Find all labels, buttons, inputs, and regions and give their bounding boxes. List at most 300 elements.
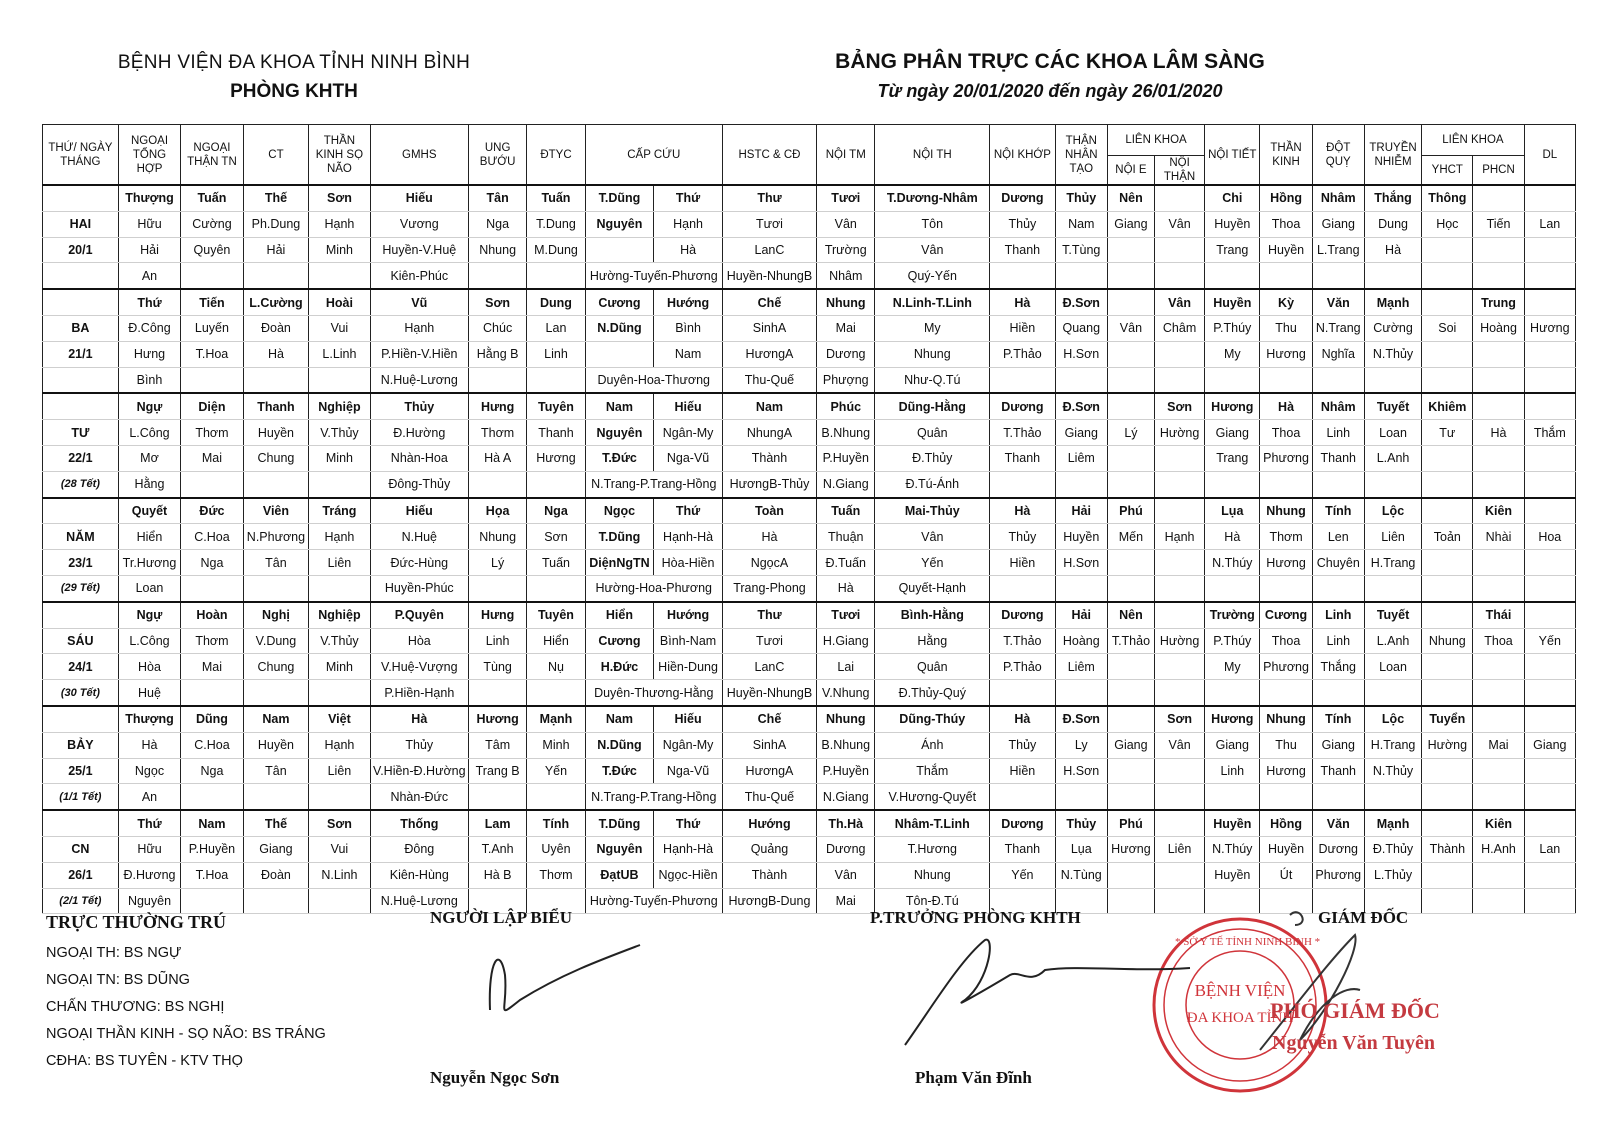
table-cell: Thứ — [654, 185, 723, 211]
table-cell: L.Cường — [243, 289, 309, 315]
table-cell: Giang — [243, 836, 309, 862]
day-cell: 22/1 — [43, 445, 119, 471]
table-cell: Nhâm — [1312, 185, 1364, 211]
resident-line: CĐHA: BS TUYÊN - KTV THỌ — [46, 1053, 243, 1069]
table-cell: Tuyên — [527, 393, 585, 419]
table-cell: Ngân-My — [654, 732, 723, 758]
day-cell: HAI — [43, 211, 119, 237]
table-cell: Nhàn-Đức — [370, 784, 468, 810]
table-cell: Nga-Vũ — [654, 445, 723, 471]
department-name: PHÒNG KHTH — [230, 81, 358, 102]
day-cell: SÁU — [43, 628, 119, 654]
table-cell: N.Huệ-Lương — [370, 888, 468, 914]
resident-line: NGOẠI TH: BS NGỰ — [46, 945, 182, 961]
table-cell: N.Linh — [309, 862, 370, 888]
table-cell: N.Trang — [1312, 315, 1364, 341]
table-cell: Hà — [1473, 420, 1524, 446]
table-cell: HươngB-Thủy — [722, 471, 816, 497]
table-cell: Tráng — [309, 498, 370, 524]
table-cell: Linh — [1312, 420, 1364, 446]
table-cell: Mến — [1107, 524, 1154, 550]
table-cell: Nhung — [468, 524, 526, 550]
table-cell: Kỳ — [1260, 289, 1312, 315]
table-cell: Thanh — [990, 836, 1056, 862]
table-cell: Hồng — [1260, 810, 1312, 836]
table-cell: Thành — [722, 445, 816, 471]
table-cell: Hà — [1260, 393, 1312, 419]
table-cell: LanC — [722, 237, 816, 263]
table-cell: Luyến — [181, 315, 243, 341]
table-cell: Thủy — [990, 732, 1056, 758]
table-cell: Lộc — [1364, 498, 1421, 524]
header-dtyc: ĐTYC — [527, 125, 585, 186]
table-cell: Hương — [468, 706, 526, 732]
table-cell: Hiển — [118, 524, 180, 550]
table-cell: Vân — [1154, 211, 1204, 237]
table-cell: Mai — [817, 888, 875, 914]
table-cell: Hương — [1107, 836, 1154, 862]
header-dl: DL — [1524, 125, 1575, 186]
table-cell: Quang — [1055, 315, 1107, 341]
table-cell: HươngA — [722, 758, 816, 784]
table-cell: Thứ — [654, 810, 723, 836]
table-cell: Trường — [1205, 602, 1260, 628]
table-cell: Thanh — [243, 393, 309, 419]
table-cell: Len — [1312, 524, 1364, 550]
table-cell: Thủy — [370, 732, 468, 758]
header-lien-khoa-1: LIÊN KHOA — [1107, 125, 1204, 156]
table-cell: Thu — [1260, 315, 1312, 341]
table-cell: Khiêm — [1422, 393, 1473, 419]
table-cell: Vân — [817, 211, 875, 237]
table-cell: Hướng — [722, 810, 816, 836]
document-title: BẢNG PHÂN TRỰC CÁC KHOA LÂM SÀNG — [835, 50, 1265, 73]
table-cell: T.Anh — [468, 836, 526, 862]
table-cell: Hải — [118, 237, 180, 263]
table-cell: V.Hương-Quyết — [875, 784, 990, 810]
day-cell: (28 Tết) — [43, 471, 119, 497]
table-cell: Mai-Thủy — [875, 498, 990, 524]
table-cell: Thái — [1473, 602, 1524, 628]
table-cell: Thanh — [527, 420, 585, 446]
table-cell: Yến — [990, 862, 1056, 888]
table-cell: Nhung — [1260, 706, 1312, 732]
table-cell: Hạnh-Hà — [654, 836, 723, 862]
table-cell: Hà — [722, 524, 816, 550]
table-cell: Hiền-Dung — [654, 654, 723, 680]
table-cell: L.Anh — [1364, 445, 1421, 471]
table-cell: Hương — [1205, 393, 1260, 419]
table-cell: Hà — [118, 732, 180, 758]
table-cell: Giang — [1312, 732, 1364, 758]
header-noi-th: NỘI TH — [875, 125, 990, 186]
table-cell: V.Huệ-Vượng — [370, 654, 468, 680]
table-cell: Liêm — [1055, 654, 1107, 680]
table-cell: Kiên-Hùng — [370, 862, 468, 888]
preparer-name: Nguyễn Ngọc Sơn — [430, 1068, 560, 1087]
table-cell: Thanh — [1312, 445, 1364, 471]
table-cell: Hà A — [468, 445, 526, 471]
table-cell: Thành — [1422, 836, 1473, 862]
table-cell: Tân — [243, 550, 309, 576]
table-cell: Hướng — [654, 602, 723, 628]
table-cell: Hằng — [875, 628, 990, 654]
table-cell: Thanh — [990, 445, 1056, 471]
table-cell: ĐạtUB — [585, 862, 654, 888]
table-cell: H.Đức — [585, 654, 654, 680]
hospital-name: BỆNH VIỆN ĐA KHOA TỈNH NINH BÌNH — [117, 52, 471, 73]
table-cell: Duyên-Hoa-Thương — [585, 367, 722, 393]
table-cell: Dung — [527, 289, 585, 315]
header-yhct: YHCT — [1422, 156, 1473, 186]
table-cell: Hiền — [990, 550, 1056, 576]
table-cell: Lan — [527, 315, 585, 341]
header-truyen-nhiem: TRUYỀN NHIỄM — [1364, 125, 1421, 186]
table-cell: Cường — [181, 211, 243, 237]
table-cell: Nhâm — [1312, 393, 1364, 419]
table-cell: DiệnNgTN — [585, 550, 654, 576]
table-cell: P.Quyên — [370, 602, 468, 628]
table-cell: Giang — [1312, 211, 1364, 237]
table-cell: LanC — [722, 654, 816, 680]
table-cell: Tuyên — [527, 602, 585, 628]
table-cell: Tuấn — [817, 498, 875, 524]
day-cell: BẢY — [43, 732, 119, 758]
day-cell: TƯ — [43, 420, 119, 446]
resident-line: CHẤN THƯƠNG: BS NGHỊ — [46, 999, 225, 1015]
table-cell: Bình — [118, 367, 180, 393]
table-cell: Thư — [722, 602, 816, 628]
table-cell: Thắng — [1312, 654, 1364, 680]
table-cell: Hạnh — [309, 211, 370, 237]
table-cell: Hường — [1154, 420, 1204, 446]
table-cell: Hiển — [585, 602, 654, 628]
table-cell: Dũng — [181, 706, 243, 732]
table-cell: Hồng — [1260, 185, 1312, 211]
table-cell: NhungA — [722, 420, 816, 446]
table-cell: Như-Q.Tú — [875, 367, 990, 393]
table-cell: T.Đức — [585, 445, 654, 471]
table-cell: Thống — [370, 810, 468, 836]
table-cell: N.Thúy — [1205, 836, 1260, 862]
day-cell: 24/1 — [43, 654, 119, 680]
table-cell: Loan — [118, 575, 180, 601]
table-cell: My — [1205, 341, 1260, 367]
table-cell: Hà — [243, 341, 309, 367]
table-cell: Bình-Hằng — [875, 602, 990, 628]
header-noi-e: NỘI E — [1107, 156, 1154, 186]
table-cell: Linh — [468, 628, 526, 654]
table-cell: Nam — [722, 393, 816, 419]
table-cell: Thắm — [1524, 420, 1575, 446]
table-cell: Đoàn — [243, 315, 309, 341]
svg-text:ĐA KHOA TỈNH: ĐA KHOA TỈNH — [1186, 1010, 1294, 1026]
table-cell: Sơn — [1154, 706, 1204, 732]
table-cell: Phương — [1312, 862, 1364, 888]
table-cell: N.Dũng — [585, 732, 654, 758]
table-cell: Tuyết — [1364, 602, 1421, 628]
table-cell: Lai — [817, 654, 875, 680]
table-cell: Lụa — [1055, 836, 1107, 862]
table-cell: Đ.Sơn — [1055, 706, 1107, 732]
table-cell: Mơ — [118, 445, 180, 471]
table-cell: Hường-Tuyến-Phương — [585, 263, 722, 289]
table-cell: Nhung — [817, 289, 875, 315]
deputy-director-block — [1270, 998, 1440, 1055]
table-cell: Hạnh — [1154, 524, 1204, 550]
table-cell: Đông-Thủy — [370, 471, 468, 497]
table-cell: Nghiệp — [309, 393, 370, 419]
table-cell: Toàn — [722, 498, 816, 524]
table-cell: V.Hiền-Đ.Hường — [370, 758, 468, 784]
table-cell: Giang — [1524, 732, 1575, 758]
day-cell: 25/1 — [43, 758, 119, 784]
table-cell: Ngân-My — [654, 420, 723, 446]
table-cell: T.Hoa — [181, 341, 243, 367]
header-phcn: PHCN — [1473, 156, 1524, 186]
table-cell: H.Trang — [1364, 550, 1421, 576]
table-cell: Yến — [1524, 628, 1575, 654]
table-cell: Nguyên — [585, 836, 654, 862]
table-cell: Lý — [1107, 420, 1154, 446]
table-cell: Họa — [468, 498, 526, 524]
table-cell: Tr.Hương — [118, 550, 180, 576]
table-cell: Tuấn — [527, 550, 585, 576]
table-cell: Vũ — [370, 289, 468, 315]
table-cell: Vân — [1107, 315, 1154, 341]
table-cell: N.Tùng — [1055, 862, 1107, 888]
table-cell: Ngọc — [585, 498, 654, 524]
table-cell: Cương — [585, 628, 654, 654]
table-cell: Hà — [990, 289, 1056, 315]
table-cell: Nam — [654, 341, 723, 367]
table-cell: Cường — [1364, 315, 1421, 341]
vice-head-signature — [905, 940, 1190, 1045]
table-cell: Hữu — [118, 836, 180, 862]
table-cell: Thơm — [181, 420, 243, 446]
table-cell: N.Trang-P.Trang-Hồng — [585, 784, 722, 810]
table-cell: Đ.Sơn — [1055, 393, 1107, 419]
table-cell: Mai — [817, 315, 875, 341]
table-cell: Thắm — [875, 758, 990, 784]
table-cell: Hường — [1422, 732, 1473, 758]
table-cell: Ngọc — [118, 758, 180, 784]
table-cell: Nhung — [817, 706, 875, 732]
table-cell: Trang — [1205, 445, 1260, 471]
table-cell: Thơm — [181, 628, 243, 654]
table-cell: HươngB-Dung — [722, 888, 816, 914]
table-cell: Mai — [1473, 732, 1524, 758]
table-cell: Thành — [722, 862, 816, 888]
table-cell: Vui — [309, 315, 370, 341]
table-cell: Ngự — [118, 393, 180, 419]
table-cell: Chung — [243, 445, 309, 471]
table-cell: Bình — [654, 315, 723, 341]
table-cell: Hiền — [990, 758, 1056, 784]
table-cell: Hưng — [468, 602, 526, 628]
table-cell: T.Dũng — [585, 185, 654, 211]
table-cell: Nhung — [1422, 628, 1473, 654]
table-cell: Đ.Tuấn — [817, 550, 875, 576]
table-cell: Huyền-NhungB — [722, 680, 816, 706]
table-cell: Trang B — [468, 758, 526, 784]
table-cell: N.Trang-P.Trang-Hồng — [585, 471, 722, 497]
table-cell: Hiếu — [654, 393, 723, 419]
table-cell: Giang — [1055, 420, 1107, 446]
table-cell: Đ.Thủy — [1364, 836, 1421, 862]
table-cell: Nga — [468, 211, 526, 237]
table-cell: Nhàn-Hoa — [370, 445, 468, 471]
table-cell: Viên — [243, 498, 309, 524]
table-cell: Hoa — [1524, 524, 1575, 550]
table-cell: N.Linh-T.Linh — [875, 289, 990, 315]
table-cell: H.Sơn — [1055, 550, 1107, 576]
table-cell: An — [118, 263, 180, 289]
table-cell: Hưng — [468, 393, 526, 419]
table-cell: N.Giang — [817, 784, 875, 810]
table-cell: Soi — [1422, 315, 1473, 341]
header-cap-cuu: CẤP CỨU — [585, 125, 722, 186]
table-cell: Thanh — [990, 237, 1056, 263]
deputy-name: Nguyễn Văn Tuyên — [1272, 1032, 1436, 1054]
table-cell: Nụ — [527, 654, 585, 680]
table-cell: Hương — [1524, 315, 1575, 341]
table-cell: Nga — [527, 498, 585, 524]
table-cell: Vương — [370, 211, 468, 237]
table-cell: Thu-Quế — [722, 367, 816, 393]
table-cell: Lý — [468, 550, 526, 576]
table-cell: Trường — [817, 237, 875, 263]
table-cell: Huyền-NhungB — [722, 263, 816, 289]
table-cell: Dương — [990, 185, 1056, 211]
table-cell: Vân — [875, 237, 990, 263]
table-cell: Nhung — [875, 341, 990, 367]
table-cell: Học — [1422, 211, 1473, 237]
table-cell: Hoàng — [1055, 628, 1107, 654]
vice-head-name: Phạm Văn Đĩnh — [915, 1068, 1032, 1087]
table-cell: T.Hoa — [181, 862, 243, 888]
table-cell: Dương — [817, 836, 875, 862]
table-cell: Hiền — [990, 315, 1056, 341]
table-cell: Hà — [1205, 524, 1260, 550]
table-cell: Thứ — [118, 810, 180, 836]
table-cell: Thủy — [370, 393, 468, 419]
table-cell: P.Thúy — [1205, 315, 1260, 341]
table-cell: Thoa — [1260, 420, 1312, 446]
table-cell: Trung — [1473, 289, 1524, 315]
table-cell: Văn — [1312, 810, 1364, 836]
table-cell: Ngọc-Hiền — [654, 862, 723, 888]
table-cell: Hướng — [654, 289, 723, 315]
table-cell: Nam — [585, 706, 654, 732]
table-cell: Huyền — [1205, 862, 1260, 888]
table-cell: Tùng — [468, 654, 526, 680]
table-cell: Thượng — [118, 706, 180, 732]
table-cell: Sơn — [309, 185, 370, 211]
table-cell: Nga-Vũ — [654, 758, 723, 784]
header-ct: CT — [243, 125, 309, 186]
table-cell: Huyền — [243, 420, 309, 446]
table-cell: Đ.Công — [118, 315, 180, 341]
table-cell: Thơm — [468, 420, 526, 446]
table-cell: Trang — [1205, 237, 1260, 263]
table-cell: T.Tùng — [1055, 237, 1107, 263]
table-cell: SinhA — [722, 315, 816, 341]
table-cell: Dũng-Hằng — [875, 393, 990, 419]
table-cell: Toản — [1422, 524, 1473, 550]
table-cell: Đức-Hùng — [370, 550, 468, 576]
table-cell: N.Thủy — [1364, 341, 1421, 367]
header-gmhs: GMHS — [370, 125, 468, 186]
table-cell: Minh — [527, 732, 585, 758]
table-cell: Thượng — [118, 185, 180, 211]
table-cell: Hằng B — [468, 341, 526, 367]
table-cell: Hương — [1260, 758, 1312, 784]
table-cell: Thắng — [1364, 185, 1421, 211]
table-cell: Thoa — [1473, 628, 1524, 654]
table-cell: Tôn-Đ.Tú — [875, 888, 990, 914]
table-cell: Tính — [1312, 706, 1364, 732]
table-cell: Hiếu — [654, 706, 723, 732]
table-cell: Phú — [1107, 498, 1154, 524]
table-cell: Nhung — [1260, 498, 1312, 524]
table-cell: T.Hương — [875, 836, 990, 862]
header-noi-tm: NỘI TM — [817, 125, 875, 186]
table-cell: My — [1205, 654, 1260, 680]
table-cell: Liên — [309, 550, 370, 576]
table-cell: Chuyên — [1312, 550, 1364, 576]
table-cell: Hoàn — [181, 602, 243, 628]
table-cell: Nên — [1107, 185, 1154, 211]
table-cell: Quyên — [181, 237, 243, 263]
table-cell: Thơm — [1260, 524, 1312, 550]
table-cell: V.Dung — [243, 628, 309, 654]
table-cell: Mạnh — [527, 706, 585, 732]
table-cell: Duyên-Thương-Hằng — [585, 680, 722, 706]
table-cell: Nhung — [875, 862, 990, 888]
table-cell: L.Thủy — [1364, 862, 1421, 888]
table-cell: Tiến — [181, 289, 243, 315]
table-cell: Huyền — [243, 732, 309, 758]
table-cell: Hòa — [370, 628, 468, 654]
table-cell: Hương — [1260, 341, 1312, 367]
table-cell: L.Công — [118, 628, 180, 654]
table-cell: Tính — [527, 810, 585, 836]
table-cell: Nguyên — [585, 420, 654, 446]
preparer-signature — [490, 945, 640, 1010]
table-cell: Hữu — [118, 211, 180, 237]
table-cell: Loan — [1364, 654, 1421, 680]
table-cell: Phượng — [817, 367, 875, 393]
table-cell: Hạnh — [309, 732, 370, 758]
table-cell: Linh — [1312, 602, 1364, 628]
table-cell: Giang — [1205, 732, 1260, 758]
table-cell: Thư — [722, 185, 816, 211]
table-cell: Hường-Hoa-Phương — [585, 575, 722, 601]
table-cell: Hải — [1055, 602, 1107, 628]
table-cell: Thu-Quế — [722, 784, 816, 810]
table-cell: Nam — [181, 810, 243, 836]
table-cell: Tư — [1422, 420, 1473, 446]
table-cell: SinhA — [722, 732, 816, 758]
table-cell: Ly — [1055, 732, 1107, 758]
table-cell: Liên — [309, 758, 370, 784]
table-cell: Ph.Dung — [243, 211, 309, 237]
table-cell: Huyền — [1055, 524, 1107, 550]
day-cell: 26/1 — [43, 862, 119, 888]
day-cell: (29 Tết) — [43, 575, 119, 601]
table-cell: Nhài — [1473, 524, 1524, 550]
